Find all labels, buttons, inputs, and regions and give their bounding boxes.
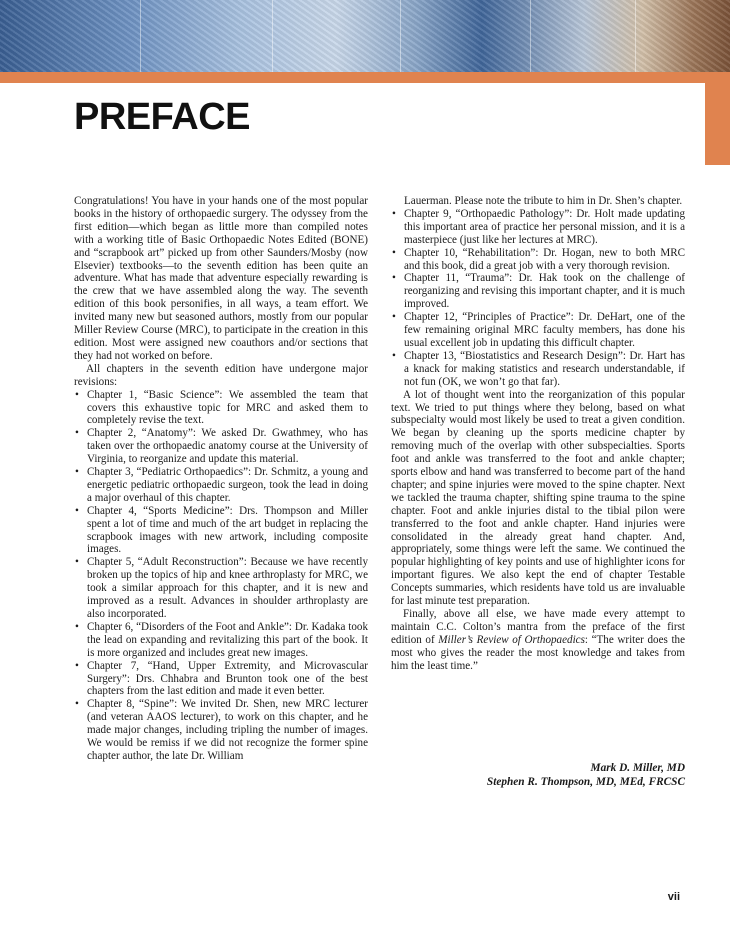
list-item: • Chapter 7, “Hand, Upper Extremity, and Microvascular Surgery”: Drs. Chhabra and Brunton took one of the best chapters from the last edition and made it even better. — [74, 660, 368, 699]
header-accent-stripe — [0, 72, 705, 83]
right-column — [391, 195, 685, 673]
closing-lead-text: Finally, above all else, we have made every attempt to maintain C.C. Colton’s mantra from the preface of the first edition of — [391, 608, 685, 646]
left-column — [74, 195, 368, 763]
chapter-revision-list-continued — [391, 195, 685, 389]
chapter-tab — [705, 72, 730, 165]
closing-quote-text: : “The writer does the most who gives the reader the most knowledge and takes from him the least time.” — [391, 633, 685, 672]
revisions-lead-paragraph: All chapters in the seventh edition have undergone major revisions: — [74, 362, 368, 388]
list-item-continuation: Lauerman. Please note the tribute to him in Dr. Shen’s chapter. — [404, 195, 683, 207]
list-item: • Chapter 2, “Anatomy”: We asked Dr. Gwathmey, who has taken over the orthopaedic anatomy course at the University of Virginia, to reorganize and update this material. — [74, 427, 368, 466]
list-item: • Chapter 1, “Basic Science”: We assembled the team that covers this exhaustive topic for MRC and asked them to completely revise the text. — [74, 389, 368, 428]
list-item: • Chapter 9, “Orthopaedic Pathology”: Dr. Holt made updating this important area of practice her personal mission, and it is a masterpiece (just like her lectures at MRC). — [391, 208, 685, 247]
list-item: • Chapter 8, “Spine”: We invited Dr. Shen, new MRC lecturer (and veteran AAOS lecturer), to work on this chapter, and he made major changes, including tripling the number of images. We would be remiss if we did not recognize the former spine chapter author, the late Dr. William — [74, 698, 368, 763]
list-item: • Chapter 3, “Pediatric Orthopaedics”: Dr. Schmitz, a young and energetic pediatric orthopaedic surgeon, took the lead in doing a major overhaul of this chapter. — [74, 466, 368, 505]
list-item: • Chapter 4, “Sports Medicine”: Drs. Thompson and Miller spent a lot of time and much of the art budget in replacing the scrapbook images with new artwork, including composite images. — [74, 505, 368, 557]
page-number: vii — [667, 891, 680, 903]
intro-paragraph: Congratulations! You have in your hands one of the most popular books in the history of orthopaedic surgery. The odyssey from the first edition—which began as little more than compiled notes with a working title of Basic Orthopaedic Notes Edited (BONE) and “scrapbook art” picked up from other Saunders/Mosby (now Elsevier) textbooks—to the seventh edition has been quite an adventure. What has made that adventure especially rewarding is the crew that we have assembled along the way. The seventh edition of this book personifies, in all ways, a team effort. We invited many new but seasoned authors, mostly from our popular Miller Review Course (MRC), to participate in the creation in this edition. Most were assigned new coauthors and/or sections that they had not worked on before. — [74, 195, 368, 362]
page-title: PREFACE — [74, 96, 250, 138]
list-item: • Chapter 11, “Trauma”: Dr. Hak took on the challenge of reorganizing and revising this important chapter, and it is much improved. — [391, 272, 685, 311]
list-item: • Chapter 6, “Disorders of the Foot and Ankle”: Dr. Kadaka took the lead on expanding and revitalizing this part of the book. It is more organized and includes great new images. — [74, 621, 368, 660]
chapter-revision-list — [74, 389, 368, 763]
list-item: • Chapter 12, “Principles of Practice”: Dr. DeHart, one of the few remaining original MRC faculty members, has done his usual excellent job in updating this difficult chapter. — [391, 311, 685, 350]
book-title-italic: Miller’s Review of Orthopaedics — [438, 633, 585, 646]
list-item: • Chapter 13, “Biostatistics and Research Design”: Dr. Hart has a knack for making statistics and research understandable, if not fun (OK, we won’t go that far). — [391, 350, 685, 389]
header-banner-image — [0, 0, 730, 72]
signature-author-2: Stephen R. Thompson, MD, MEd, FRCSC — [486, 776, 685, 788]
reorganization-paragraph: A lot of thought went into the reorganization of this popular text. We tried to put things where they belong, based on what subspecialty would most likely be used to treat a given condition. We began by cleaning up the sports medicine chapter by removing much of the overlap with other subspecialties. Sports foot and ankle was transferred to the foot and ankle chapter; sports elbow and hand was transferred to become part of the hand chapter; and spine injuries were moved to the spine chapter. Next we tackled the trauma chapter, shifting spine trauma to the spine chapter. Foot and ankle injuries distal to the tibial pilon were transferred to the foot and ankle chapter. Hand injuries were consolidated in the already great hand chapter. And, appropriately, some things were left the same. We continued the popular highlighting of key points and use of highlighter icons for important figures. We also kept the end of chapter Testable Concepts summaries, which residents have told us are invaluable for last minute test preparation. — [391, 388, 685, 608]
signature-author-1: Mark D. Miller, MD — [590, 762, 685, 774]
list-item: • Chapter 5, “Adult Reconstruction”: Because we have recently broken up the topics of hip and knee arthroplasty for MRC, we took a similar approach for this chapter, and it is new and improved as a result. Advances in shoulder arthroplasty are also incorporated. — [74, 556, 368, 621]
closing-paragraph — [391, 608, 685, 673]
list-item: • Chapter 10, “Rehabilitation”: Dr. Hogan, new to both MRC and this book, did a great job with a very thorough revision. — [391, 247, 685, 273]
